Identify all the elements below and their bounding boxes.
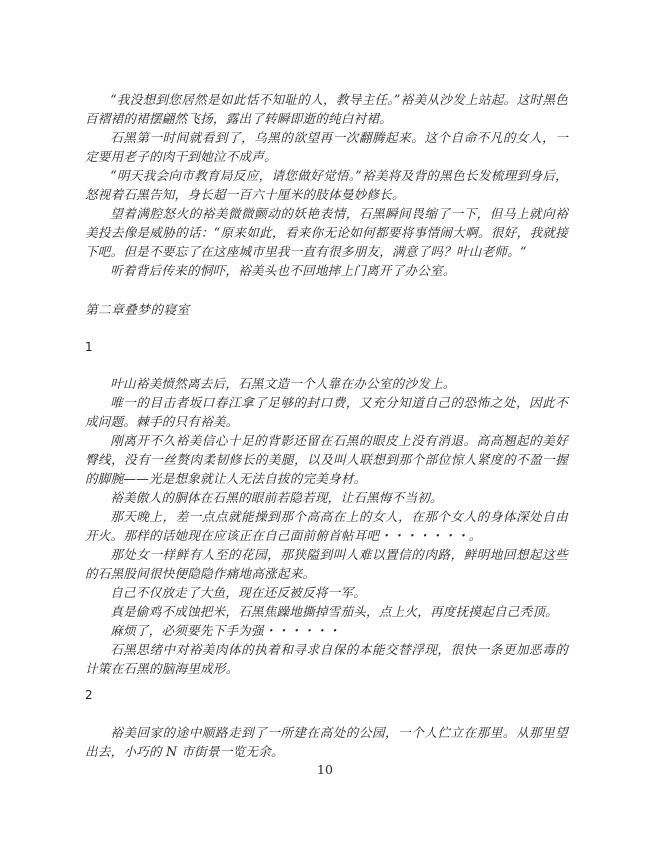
- paragraph: “我没想到您居然是如此恬不知耻的人，教导主任。”裕美从沙发上站起。这时黑色百褶裙的裙摆翩然飞扬，露出了转瞬即逝的纯白衬裙。: [85, 92, 568, 126]
- paragraph: 那天晚上，差一点点就能操到那个高高在上的女人，在那个女人的身体深处自由开火。那样的话她现在应该正在自己面前俯首帖耳吧・・・・・・・。: [85, 509, 568, 543]
- paragraph: 裕美傲人的胴体在石黑的眼前若隐若现，让石黑悔不当初。: [110, 490, 443, 505]
- paragraph: 那处女一样鲜有人至的花园，那狭隘到叫人难以置信的肉路，鲜明地回想起这些的石黑股间很快便隐隐作痛地高涨起来。: [85, 547, 568, 581]
- paragraph: 刚离开不久裕美信心十足的背影还留在石黑的眼皮上没有消退。高高翘起的美好臀线，没有一丝赘肉柔韧修长的美腿，以及叫人联想到那个部位惊人紧度的不盈一握的脚腕——光是想象就让人无法自拔的完美身材。: [85, 433, 568, 486]
- paragraph: 听着背后传来的恫吓，裕美头也不回地摔上门离开了办公室。: [110, 263, 456, 278]
- paragraph: “明天我会向市教育局反应，请您做好觉悟。”裕美将及背的黑色长发梳理到身后，怒视着石黑告知，身长超一百六十厘米的肢体曼妙修长。: [85, 168, 568, 202]
- chapter-heading: 第二章叠梦的寝室: [85, 302, 190, 317]
- paragraph: 真是偷鸡不成蚀把米，石黑焦躁地撕掉雪茄头，点上火，再度抚摸起自己秃顶。: [110, 604, 558, 619]
- section-number-2: 2: [85, 688, 93, 702]
- paragraph: 裕美回家的途中顺路走到了一所建在高处的公园，一个人伫立在那里。从那里望出去，小巧的 N 市街景一览无余。: [85, 725, 568, 759]
- paragraph: 唯一的目击者坂口春江拿了足够的封口费，又充分知道自己的恐怖之处，因此不成问题。棘手的只有裕美。: [85, 395, 568, 429]
- text-block: [85, 90, 568, 761]
- paragraph: 石黑思绪中对裕美肉体的执着和寻求自保的本能交替浮现，很快一条更加恶毒的计策在石黑的脑海里成形。: [85, 642, 568, 676]
- paragraph: 石黑第一时间就看到了，乌黑的欲望再一次翻腾起来。这个自命不凡的女人，一定要用老子的肉干到她泣不成声。: [85, 130, 568, 164]
- paragraph: 麻烦了，必须要先下手为强・・・・・・: [110, 623, 341, 638]
- section-number-1: 1: [85, 340, 93, 354]
- paragraph: 自己不仅放走了大鱼，现在还反被反将一军。: [110, 585, 367, 600]
- paragraph: 叶山裕美愤然离去后，石黑文造一个人靠在办公室的沙发上。: [110, 376, 456, 391]
- page-number: 10: [317, 762, 333, 777]
- paragraph: 望着满腔怒火的裕美微微颤动的妖艳表情，石黑瞬间畏缩了一下，但马上就向裕美投去像是威胁的话：“原来如此，看来你无论如何都要将事情闹大啊。很好，我就接下吧。但是不要忘了在这座城市里我一直有很多朋友，满意了吗？叶山老师。“: [85, 206, 568, 259]
